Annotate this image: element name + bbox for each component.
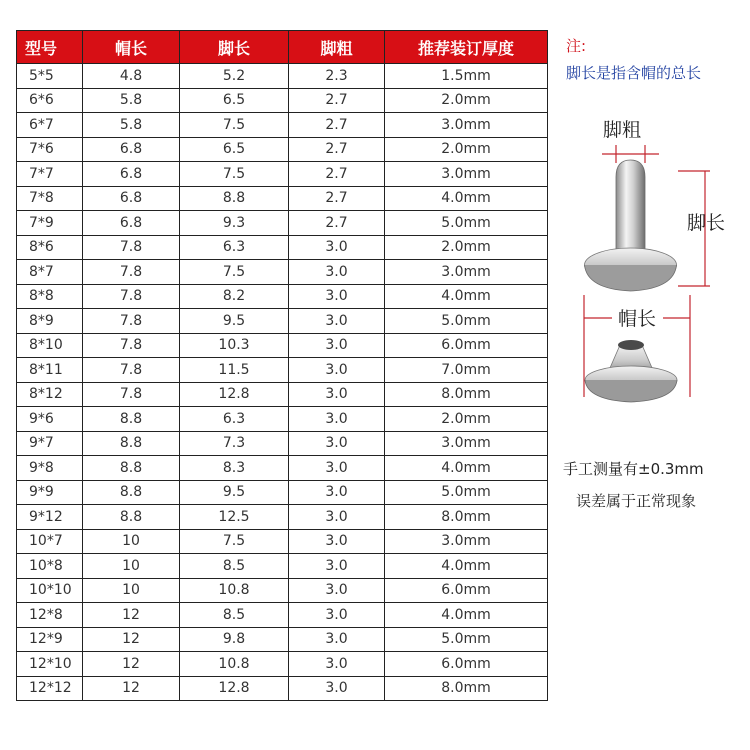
leg-thickness-cell: 3.0 (289, 627, 385, 652)
binding-thickness-cell: 4.0mm (385, 603, 548, 628)
cap-length-cell: 8.8 (83, 407, 180, 432)
table-header-row (17, 31, 548, 64)
rivet-diagram (560, 105, 750, 425)
cap-length-cell: 8.8 (83, 480, 180, 505)
cap-length-cell: 12 (83, 652, 180, 677)
binding-thickness-cell: 4.0mm (385, 456, 548, 481)
header-cap-length: 帽长 (83, 31, 180, 64)
leg-length-cell: 8.5 (180, 603, 289, 628)
binding-thickness-cell: 3.0mm (385, 113, 548, 138)
leg-thickness-cell: 3.0 (289, 603, 385, 628)
leg-length-cell: 6.3 (180, 407, 289, 432)
leg-length-cell: 11.5 (180, 358, 289, 383)
header-leg-length: 脚长 (180, 31, 289, 64)
table-row (17, 113, 548, 138)
leg-thickness-cell: 2.7 (289, 162, 385, 187)
leg-length-cell: 5.2 (180, 64, 289, 89)
cap-length-cell: 7.8 (83, 309, 180, 334)
model-cell: 12*9 (17, 627, 83, 652)
cap-length-cell: 7.8 (83, 358, 180, 383)
leg-length-cell: 7.5 (180, 529, 289, 554)
leg-thickness-cell: 2.7 (289, 211, 385, 236)
leg-length-cell: 6.5 (180, 88, 289, 113)
leg-length-cell: 7.5 (180, 260, 289, 285)
table-row (17, 309, 548, 334)
cap-length-cell: 10 (83, 554, 180, 579)
binding-thickness-cell: 6.0mm (385, 578, 548, 603)
cap-length-cell: 6.8 (83, 211, 180, 236)
binding-thickness-cell: 2.0mm (385, 137, 548, 162)
cap-length-cell: 7.8 (83, 284, 180, 309)
leg-length-cell: 12.8 (180, 382, 289, 407)
cap-length-cell: 4.8 (83, 64, 180, 89)
leg-length-cell: 6.5 (180, 137, 289, 162)
table-row (17, 235, 548, 260)
leg-length-cell: 7.5 (180, 162, 289, 187)
table-row (17, 505, 548, 530)
leg-length-cell: 9.5 (180, 309, 289, 334)
cap-length-cell: 8.8 (83, 456, 180, 481)
leg-length-cell: 10.8 (180, 578, 289, 603)
leg-length-label: 脚长 (687, 212, 726, 234)
leg-thickness-cell: 3.0 (289, 554, 385, 579)
leg-length-cell: 8.3 (180, 456, 289, 481)
model-cell: 8*9 (17, 309, 83, 334)
model-cell: 8*6 (17, 235, 83, 260)
model-cell: 10*8 (17, 554, 83, 579)
table-row (17, 627, 548, 652)
leg-thickness-cell: 3.0 (289, 309, 385, 334)
binding-thickness-cell: 7.0mm (385, 358, 548, 383)
cap-length-cell: 12 (83, 676, 180, 701)
model-cell: 5*5 (17, 64, 83, 89)
leg-thickness-cell: 3.0 (289, 529, 385, 554)
cap-length-label: 帽长 (618, 308, 657, 330)
table-row (17, 431, 548, 456)
table-row (17, 284, 548, 309)
binding-thickness-cell: 8.0mm (385, 382, 548, 407)
binding-thickness-cell: 6.0mm (385, 333, 548, 358)
leg-thickness-cell: 3.0 (289, 260, 385, 285)
leg-length-cell: 7.3 (180, 431, 289, 456)
leg-thickness-cell: 3.0 (289, 652, 385, 677)
cap-length-cell: 7.8 (83, 260, 180, 285)
rivet-cap-icon (585, 340, 677, 402)
header-leg-thickness: 脚粗 (289, 31, 385, 64)
leg-thickness-cell: 2.7 (289, 113, 385, 138)
model-cell: 8*8 (17, 284, 83, 309)
header-model: 型号 (17, 31, 83, 64)
rivet-spec-table (16, 30, 548, 701)
cap-length-cell: 5.8 (83, 113, 180, 138)
table-body (17, 64, 548, 701)
model-cell: 8*12 (17, 382, 83, 407)
table-row (17, 529, 548, 554)
leg-thickness-cell: 3.0 (289, 480, 385, 505)
binding-thickness-cell: 2.0mm (385, 235, 548, 260)
table-row (17, 480, 548, 505)
model-cell: 12*12 (17, 676, 83, 701)
leg-length-cell: 10.3 (180, 333, 289, 358)
model-cell: 9*6 (17, 407, 83, 432)
model-cell: 12*10 (17, 652, 83, 677)
leg-length-cell: 9.8 (180, 627, 289, 652)
table-row (17, 554, 548, 579)
leg-thickness-cell: 3.0 (289, 456, 385, 481)
table-row (17, 137, 548, 162)
model-cell: 7*9 (17, 211, 83, 236)
header-binding-thickness: 推荐装订厚度 (385, 31, 548, 64)
model-cell: 8*11 (17, 358, 83, 383)
cap-length-cell: 6.8 (83, 162, 180, 187)
leg-length-cell: 9.5 (180, 480, 289, 505)
leg-thickness-cell: 2.7 (289, 137, 385, 162)
table-row (17, 260, 548, 285)
cap-length-cell: 10 (83, 578, 180, 603)
table-row (17, 211, 548, 236)
binding-thickness-cell: 4.0mm (385, 554, 548, 579)
table-row (17, 603, 548, 628)
binding-thickness-cell: 8.0mm (385, 676, 548, 701)
leg-thickness-cell: 3.0 (289, 358, 385, 383)
model-cell: 7*7 (17, 162, 83, 187)
model-cell: 9*9 (17, 480, 83, 505)
cap-length-cell: 7.8 (83, 382, 180, 407)
cap-length-cell: 12 (83, 603, 180, 628)
binding-thickness-cell: 2.0mm (385, 407, 548, 432)
binding-thickness-cell: 2.0mm (385, 88, 548, 113)
model-cell: 7*8 (17, 186, 83, 211)
table-row (17, 186, 548, 211)
leg-length-cell: 8.8 (180, 186, 289, 211)
leg-length-cell: 6.3 (180, 235, 289, 260)
cap-length-cell: 12 (83, 627, 180, 652)
leg-thickness-cell: 3.0 (289, 676, 385, 701)
table-row (17, 382, 548, 407)
model-cell: 9*7 (17, 431, 83, 456)
table-row (17, 162, 548, 187)
leg-thickness-cell: 3.0 (289, 235, 385, 260)
leg-length-cell: 9.3 (180, 211, 289, 236)
leg-length-cell: 7.5 (180, 113, 289, 138)
model-cell: 6*7 (17, 113, 83, 138)
model-cell: 9*12 (17, 505, 83, 530)
binding-thickness-cell: 6.0mm (385, 652, 548, 677)
cap-length-cell: 6.8 (83, 137, 180, 162)
leg-length-cell: 8.5 (180, 554, 289, 579)
thickness-label: 脚粗 (603, 119, 642, 141)
binding-thickness-cell: 5.0mm (385, 309, 548, 334)
model-cell: 8*10 (17, 333, 83, 358)
leg-thickness-cell: 3.0 (289, 382, 385, 407)
binding-thickness-cell: 4.0mm (385, 284, 548, 309)
binding-thickness-cell: 1.5mm (385, 64, 548, 89)
leg-thickness-cell: 2.3 (289, 64, 385, 89)
binding-thickness-cell: 4.0mm (385, 186, 548, 211)
binding-thickness-cell: 8.0mm (385, 505, 548, 530)
model-cell: 10*7 (17, 529, 83, 554)
leg-thickness-cell: 3.0 (289, 431, 385, 456)
leg-length-cell: 10.8 (180, 652, 289, 677)
model-cell: 9*8 (17, 456, 83, 481)
table-row (17, 88, 548, 113)
leg-length-cell: 12.5 (180, 505, 289, 530)
binding-thickness-cell: 5.0mm (385, 480, 548, 505)
binding-thickness-cell: 3.0mm (385, 162, 548, 187)
table-row (17, 652, 548, 677)
cap-length-cell: 8.8 (83, 431, 180, 456)
model-cell: 6*6 (17, 88, 83, 113)
leg-length-cell: 8.2 (180, 284, 289, 309)
leg-thickness-cell: 3.0 (289, 505, 385, 530)
binding-thickness-cell: 3.0mm (385, 260, 548, 285)
binding-thickness-cell: 5.0mm (385, 627, 548, 652)
cap-length-cell: 7.8 (83, 333, 180, 358)
cap-length-cell: 5.8 (83, 88, 180, 113)
table-row (17, 407, 548, 432)
leg-thickness-cell: 2.7 (289, 88, 385, 113)
rivet-with-leg-icon (585, 160, 677, 291)
leg-thickness-cell: 3.0 (289, 284, 385, 309)
table-row (17, 456, 548, 481)
model-cell: 10*10 (17, 578, 83, 603)
table-row (17, 578, 548, 603)
tolerance-note-line2: 误差属于正常现象 (576, 492, 697, 510)
binding-thickness-cell: 3.0mm (385, 529, 548, 554)
table-row (17, 64, 548, 89)
cap-length-cell: 6.8 (83, 186, 180, 211)
binding-thickness-cell: 5.0mm (385, 211, 548, 236)
cap-length-cell: 10 (83, 529, 180, 554)
leg-thickness-cell: 3.0 (289, 333, 385, 358)
leg-length-cell: 12.8 (180, 676, 289, 701)
leg-thickness-cell: 3.0 (289, 578, 385, 603)
note-label: 注: (566, 37, 587, 55)
table-row (17, 358, 548, 383)
model-cell: 8*7 (17, 260, 83, 285)
binding-thickness-cell: 3.0mm (385, 431, 548, 456)
tolerance-note-line1: 手工测量有±0.3mm (563, 460, 704, 478)
note-text: 脚长是指含帽的总长 (566, 64, 702, 82)
table-row (17, 333, 548, 358)
model-cell: 12*8 (17, 603, 83, 628)
cap-length-cell: 7.8 (83, 235, 180, 260)
leg-thickness-cell: 2.7 (289, 186, 385, 211)
model-cell: 7*6 (17, 137, 83, 162)
cap-length-cell: 8.8 (83, 505, 180, 530)
table-row (17, 676, 548, 701)
leg-thickness-cell: 3.0 (289, 407, 385, 432)
